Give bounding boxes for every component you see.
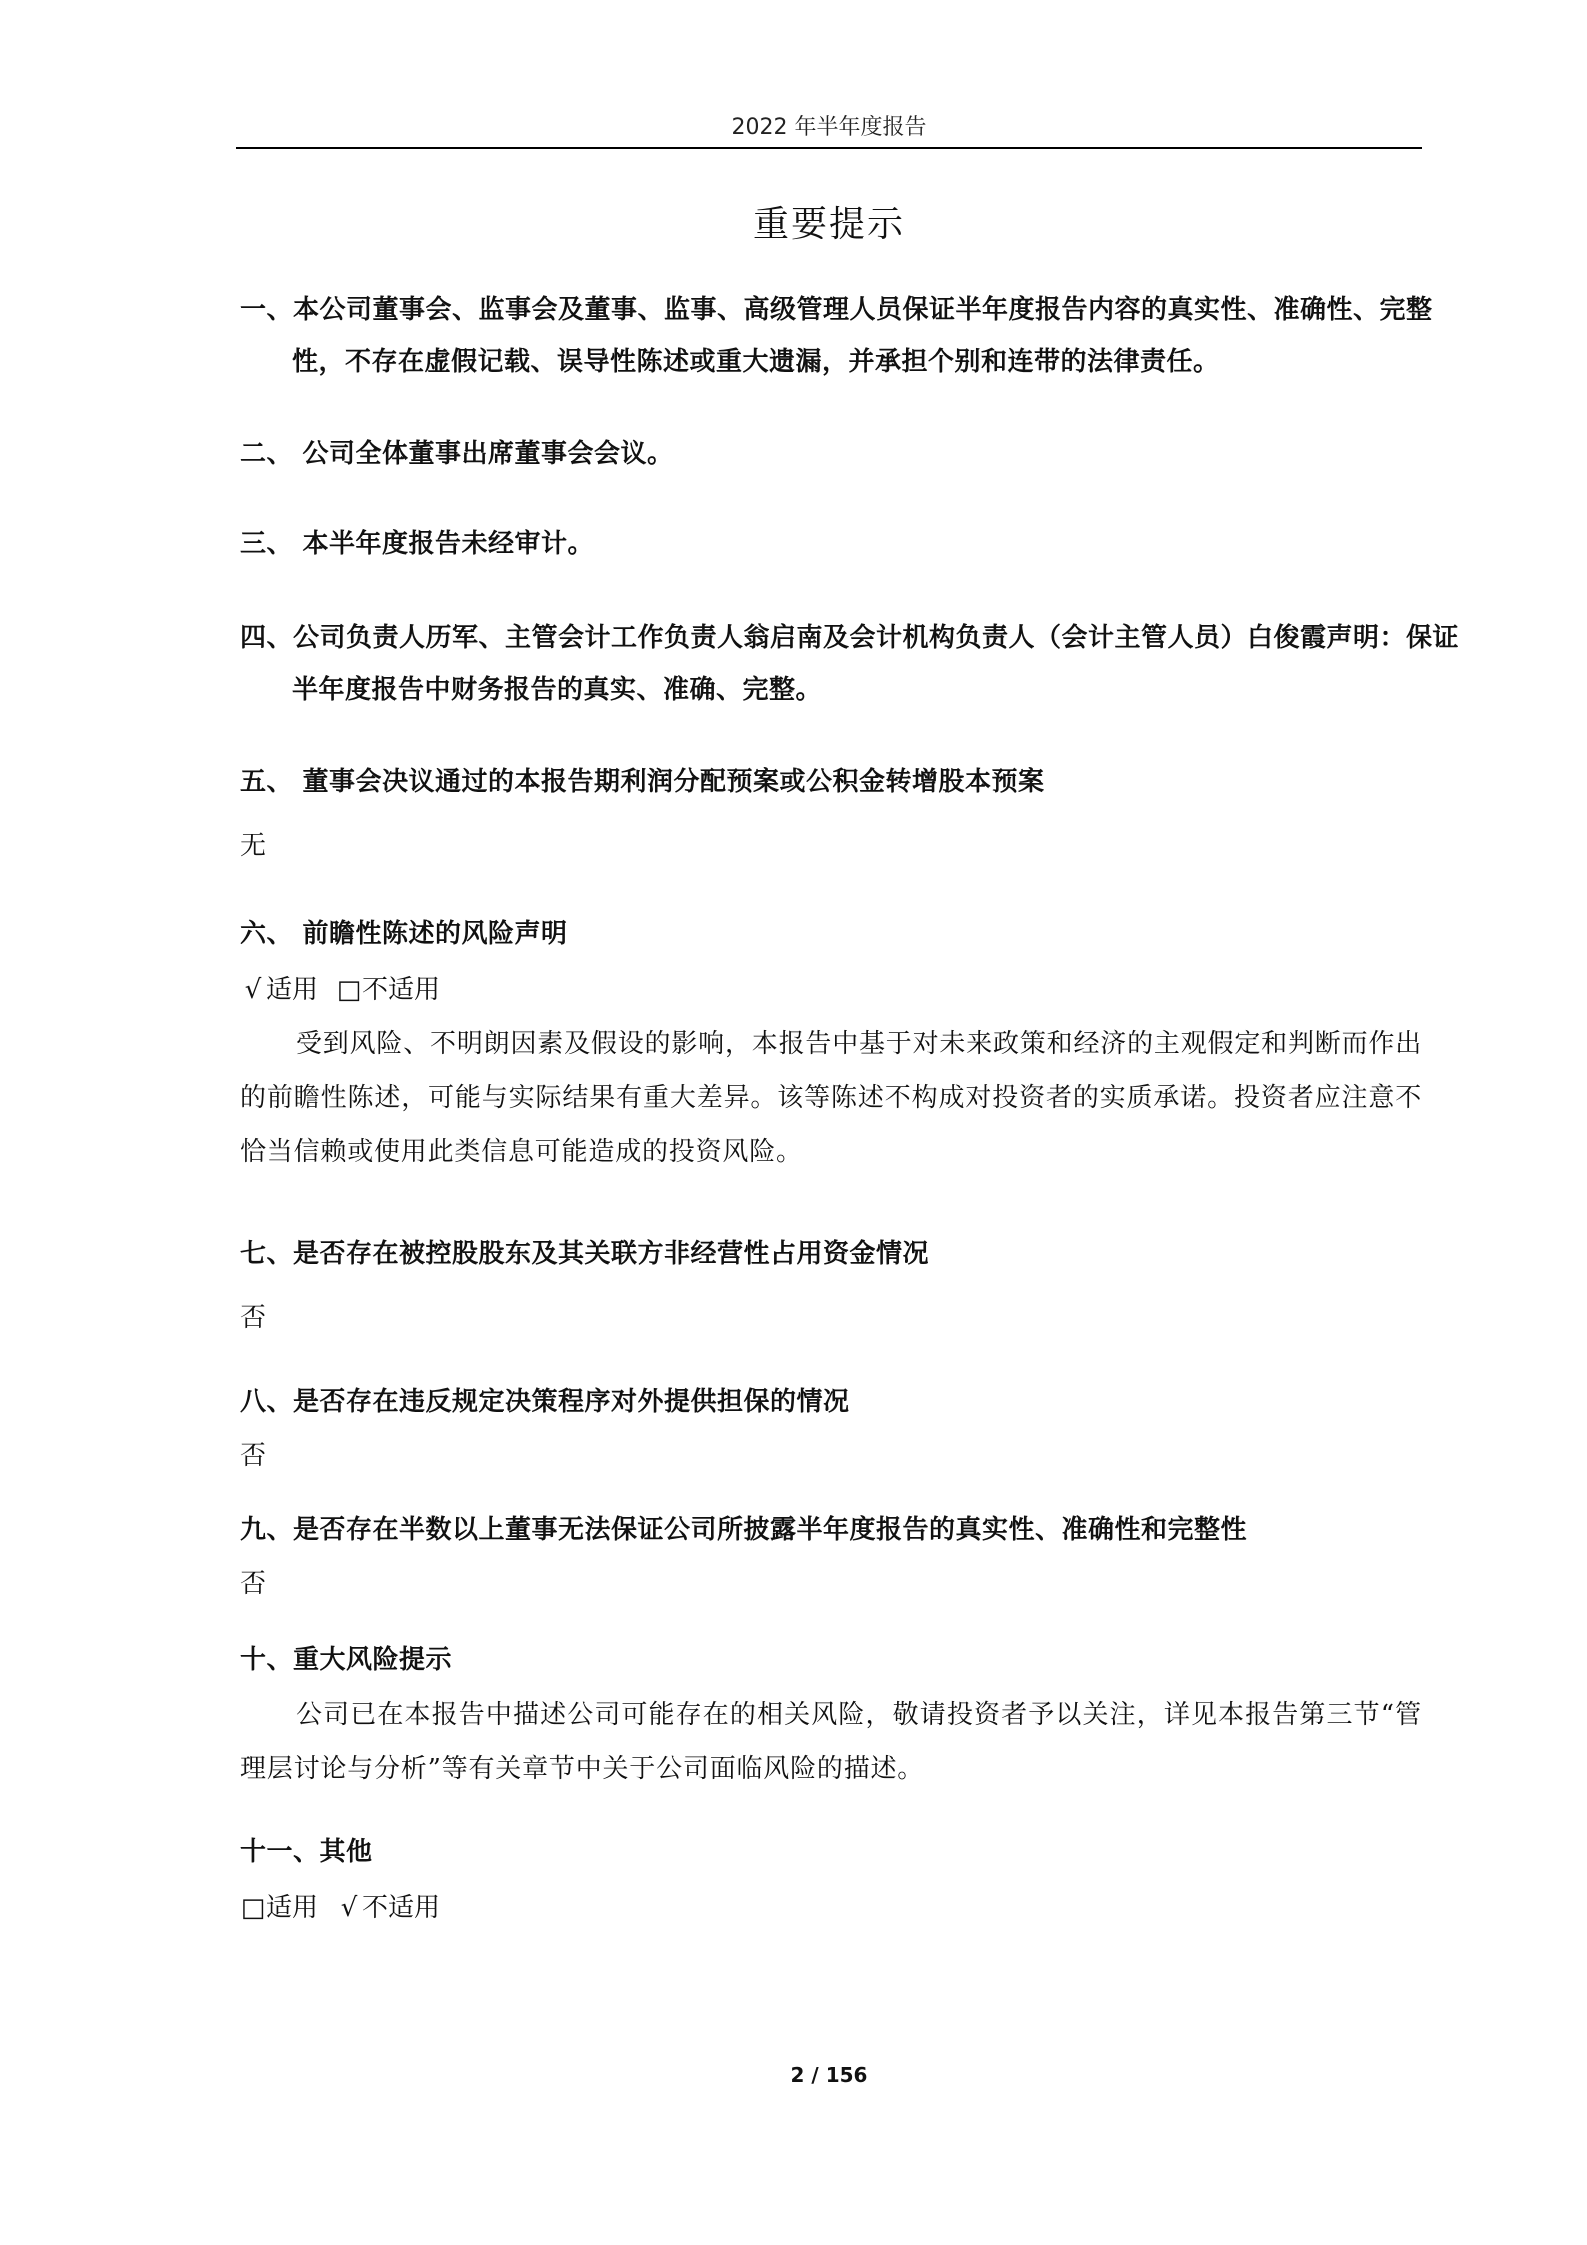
- applicable-label: 适用: [266, 1893, 319, 1923]
- section-5-heading: 五、 董事会决议通过的本报告期利润分配预案或公积金转增股本预案: [240, 767, 1045, 797]
- check-mark-icon: √: [340, 1893, 358, 1923]
- applicable-label: 适用: [266, 975, 319, 1005]
- empty-checkbox-icon: □: [336, 975, 362, 1005]
- section-9-answer: 否: [240, 1569, 267, 1599]
- empty-checkbox-icon: □: [240, 1893, 266, 1923]
- not-applicable-label: 不适用: [362, 1893, 441, 1923]
- section-11-heading: 十一、其他: [240, 1837, 373, 1867]
- section-8-answer: 否: [240, 1441, 267, 1471]
- section-3-statement: 三、 本半年度报告未经审计。: [240, 529, 595, 559]
- section-4-statement: 四、公司负责人历军、主管会计工作负责人翁启南及会计机构负责人（会计主管人员）白俊霞声明：保证半年度报告中财务报告的真实、准确、完整。: [240, 623, 1460, 705]
- section-7-heading: 七、是否存在被控股股东及其关联方非经营性占用资金情况: [240, 1239, 930, 1269]
- section-10-body: 公司已在本报告中描述公司可能存在的相关风险，敬请投资者予以关注，详见本报告第三节“管理层讨论与分析”等有关章节中关于公司面临风险的描述。: [240, 1700, 1422, 1784]
- section-5-answer: 无: [240, 831, 267, 861]
- page-number: 2 / 156: [790, 2063, 868, 2087]
- section-6-body: 受到风险、不明朗因素及假设的影响，本报告中基于对未来政策和经济的主观假定和判断而作出的前瞻性陈述，可能与实际结果有重大差异。该等陈述不构成对投资者的实质承诺。投资者应注意不恰当信赖或使用此类信息可能造成的投资风险。: [240, 1029, 1422, 1167]
- check-mark-icon: √: [244, 975, 262, 1005]
- running-header: 2022 年半年度报告: [731, 115, 927, 140]
- section-8-heading: 八、是否存在违反规定决策程序对外提供担保的情况: [240, 1387, 850, 1417]
- page-title: 重要提示: [752, 204, 905, 245]
- not-applicable-label: 不适用: [362, 975, 441, 1005]
- section-11-applicability: [240, 1882, 1422, 1934]
- section-6-heading: 六、 前瞻性陈述的风险声明: [240, 919, 568, 949]
- section-10-heading: 十、重大风险提示: [240, 1645, 453, 1675]
- header-divider: [236, 147, 1422, 149]
- section-7-answer: 否: [240, 1303, 267, 1333]
- section-1-statement: 一、本公司董事会、监事会及董事、监事、高级管理人员保证半年度报告内容的真实性、准确性、完整性，不存在虚假记载、误导性陈述或重大遗漏，并承担个别和连带的法律责任。: [240, 295, 1433, 377]
- section-2-statement: 二、 公司全体董事出席董事会会议。: [240, 439, 674, 469]
- section-6-applicability: [240, 964, 1422, 1016]
- section-9-heading: 九、是否存在半数以上董事无法保证公司所披露半年度报告的真实性、准确性和完整性: [240, 1515, 1248, 1545]
